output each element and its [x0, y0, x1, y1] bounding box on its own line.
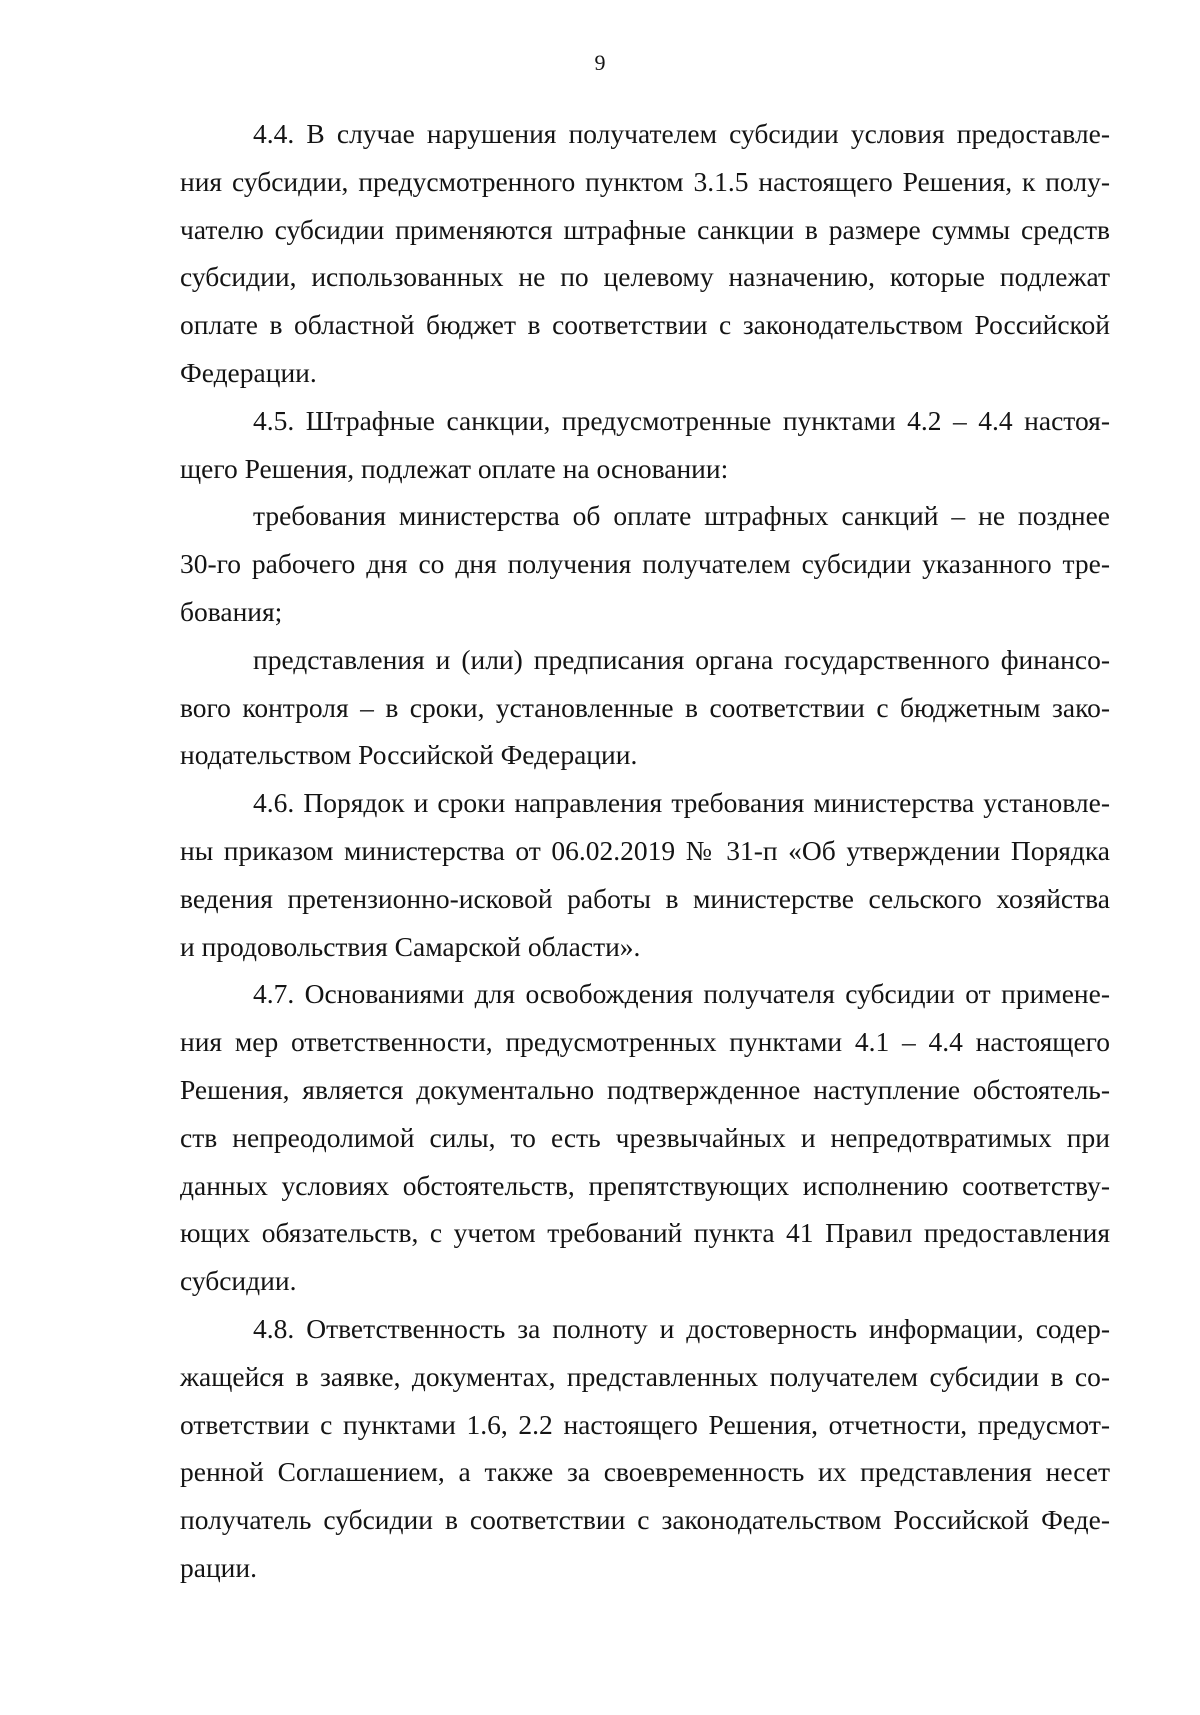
paragraph-4-7: [180, 970, 1110, 1305]
text-line: 4.4. В случае нарушения получателем субсидии условия предоставле-: [253, 118, 1110, 149]
text-line: ведения претензионно-исковой работы в министерстве сельского хозяйства: [180, 882, 1110, 914]
text-line: 30-го рабочего дня со дня получения получателем субсидии указанного тре-: [180, 548, 1110, 580]
text-line: 4.5. Штрафные санкции, предусмотренные пунктами 4.2 – 4.4 настоя-: [253, 404, 1110, 436]
text-line: нодательством Российской Федерации.: [180, 739, 638, 771]
document-body: [180, 110, 1110, 1592]
text-line: ренной Соглашением, а также за своевременность их представления несет: [180, 1456, 1110, 1488]
text-line: ющих обязательств, с учетом требований пункта 41 Правил предоставления: [180, 1217, 1110, 1249]
text-line: ответствии с пунктами 1.6, 2.2 настоящего Решения, отчетности, предусмот-: [180, 1408, 1110, 1440]
text-line: ны приказом министерства от 06.02.2019 № 31-п «Об утверждении Порядка: [180, 834, 1110, 866]
page-number: 9: [594, 50, 606, 75]
text-line: щего Решения, подлежат оплате на основании:: [180, 452, 729, 484]
text-line: ств непреодолимой силы, то есть чрезвычайных и непредотвратимых при: [180, 1121, 1110, 1153]
text-line: 4.8. Ответственность за полноту и достоверность информации, содер-: [253, 1312, 1110, 1344]
text-line: 4.7. Основаниями для освобождения получателя субсидии от примене-: [253, 978, 1110, 1010]
text-line: ния субсидии, предусмотренного пунктом 3.1.5 настоящего Решения, к полу-: [180, 165, 1110, 197]
text-line: вого контроля – в сроки, установленные в соответствии с бюджетным зако-: [180, 691, 1110, 723]
text-line: 4.6. Порядок и сроки направления требования министерства установле-: [253, 787, 1110, 819]
text-line: рации.: [180, 1551, 257, 1583]
text-line: данных условиях обстоятельств, препятствующих исполнению соответству-: [180, 1169, 1110, 1201]
text-line: субсидии, использованных не по целевому назначению, которые подлежат: [180, 261, 1110, 293]
paragraph-4-6: [180, 779, 1110, 970]
text-line: представления и (или) предписания органа государственного финансо-: [253, 643, 1110, 675]
text-line: требования министерства об оплате штрафных санкций – не позднее: [253, 500, 1110, 532]
text-line: ния мер ответственности, предусмотренных пунктами 4.1 – 4.4 настоящего: [180, 1026, 1110, 1058]
text-line: субсидии.: [180, 1265, 297, 1297]
paragraph-4-5: [180, 397, 1110, 493]
text-line: оплате в областной бюджет в соответствии с законодательством Российской: [180, 309, 1110, 341]
paragraph-4-5-representation: [180, 636, 1110, 779]
text-line: получатель субсидии в соответствии с законодательством Российской Феде-: [180, 1504, 1110, 1536]
text-line: Федерации.: [180, 356, 317, 388]
paragraph-4-8: [180, 1305, 1110, 1592]
text-line: Решения, является документально подтвержденное наступление обстоятель-: [180, 1073, 1110, 1105]
text-line: и продовольствия Самарской области».: [180, 930, 641, 962]
paragraph-4-4: [180, 110, 1110, 397]
text-line: чателю субсидии применяются штрафные санкции в размере суммы средств: [180, 213, 1110, 245]
text-line: бования;: [180, 595, 283, 627]
paragraph-4-5-requirement: [180, 492, 1110, 635]
text-line: жащейся в заявке, документах, представленных получателем субсидии в со-: [180, 1360, 1110, 1392]
